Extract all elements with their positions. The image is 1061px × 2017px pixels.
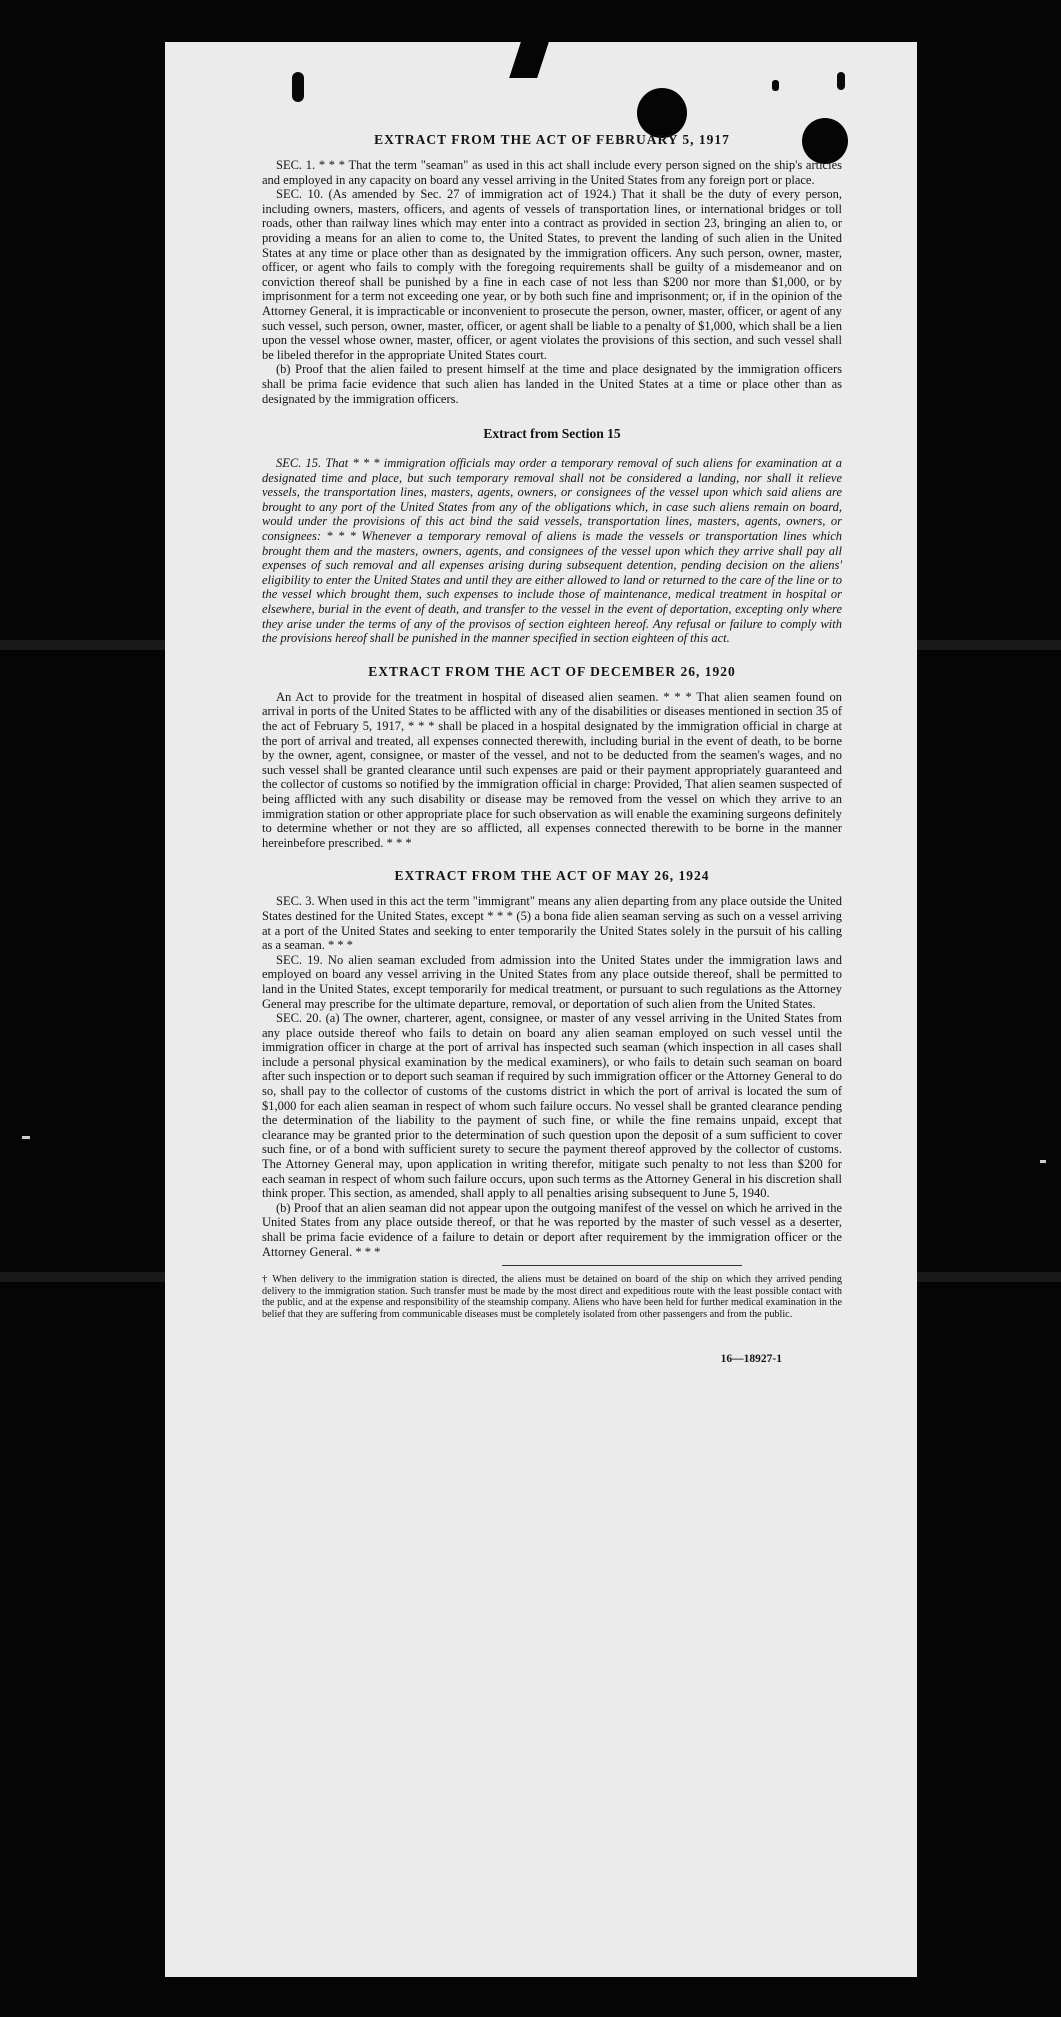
edge-mark-left (22, 1136, 30, 1139)
footnote-divider (502, 1265, 742, 1266)
act-1920-text: An Act to provide for the treatment in hospital of diseased alien seamen. * * * That alien seamen found on arrival in ports of the United States to be afflicted with any of the disabilities or diseases mentioned in section 35 of the act of February 5, 1917, * * * shall be placed in a hospital designated by the immigration official in charge at the port of arrival and treated, all expenses connected therewith, including burial in the event of death, to be borne by the owner, agent, consignee, or master of the vessel, and not to be deducted from the seamen's wages, and no such vessel shall be granted clearance until such expenses are paid or their payment appropriately guaranteed and the collector of customs so notified by the immigration official in charge: Provided, That alien seamen suspected of being afflicted with any such disability or disease may be removed from the vessel on which they arrive to an immigration station or other appropriate place for such observation as will enable the examining surgeons definitely to determine whether or not they are so afflicted, all expenses connected therewith to be borne in the manner hereinbefore prescribed. * * * (262, 689, 842, 850)
section-19: SEC. 19. No alien seaman excluded from admission into the United States under the immigration laws and employed on board any vessel arriving in the United States from any place outside thereof, shall be permitted to land in the United States, except temporarily for medical treatment, or pursuant to such regulations as the Attorney General may prescribe for the ultimate departure, removal, or deportation of such alien from the United States. (262, 952, 842, 1011)
section-1: SEC. 1. * * * That the term "seaman" as used in this act shall include every person signed on the ship's articles and employed in any capacity on board any vessel arriving in the United States from any foreign port or place. (262, 158, 842, 187)
section-20-b: (b) Proof that an alien seaman did not appear upon the outgoing manifest of the vessel on which he arrived in the United States from any place outside thereof, or that he was reported by the master of such vessel as a deserter, shall be prima facie evidence of a failure to detain or deport after requirement by the immigration officer or the Attorney General. * * * (262, 1200, 842, 1259)
section-15: SEC. 15. That * * * immigration officials may order a temporary removal of such aliens for examination at a designated time and place, but such temporary removal shall not be considered a landing, nor shall it relieve vessels, the transportation lines, masters, agents, owners, or consignees of the vessel upon which said aliens are brought to any port of the United States from any of the obligations which, in case such aliens remain on board, would under the provisions of this act bind the said vessels, transportation lines, masters, agents, owners, or consignees: * * * Whenever a temporary removal of aliens is made the vessels or transportation lines which brought them and the masters, owners, agents, and consignees of the vessel upon which they arrive shall pay all expenses of such removal and all expenses arising during subsequent detention, pending decision on the aliens' eligibility to enter the United States and until they are either allowed to land or returned to the care of the line or to the vessel which brought them, such expenses to include those of maintenance, medical treatment in hospital or elsewhere, burial in the event of death, and transfer to the vessel in the event of deportation, excepting only where they arise under the terms of any of the provisos of section eighteen hereof. Any refusal or failure to comply with the provisions hereof shall be punished in the manner specified in section eighteen of this act. (262, 456, 842, 646)
torn-edge (509, 42, 549, 78)
document-body (262, 132, 842, 1365)
footnote: † When delivery to the immigration station is directed, the aliens must be detained on board of the ship on which they arrived pending delivery to the immigration station. Such transfer must be made by the most direct and expeditious route with the least possible contact with the public, and at the expense and responsibility of the steamship company. Aliens who have been held for further medical examination in the belief that they are suffering from communicable diseases must be completely isolated from other passengers and from the public. (262, 1274, 842, 1320)
edge-mark-right (1040, 1160, 1046, 1163)
section-10: SEC. 10. (As amended by Sec. 27 of immigration act of 1924.) That it shall be the duty of every person, including owners, masters, officers, and agents of vessels of transportation lines, or international bridges or toll roads, other than railway lines which may enter into a contract as provided in section 23, bringing an alien to, or providing a means for an alien to come to, the United States, to prevent the landing of such alien in the United States at any time or place other than as designated by the immigration officers. Any such person, owner, master, officer, or agent who fails to comply with the foregoing requirements shall be guilty of a misdemeanor and on conviction thereof shall be punished by a fine in each case of not less than $200 nor more than $1,000, or by imprisonment for a term not exceeding one year, or by both such fine and imprisonment; or, if in the opinion of the Attorney General, it is impracticable or inconvenient to prosecute the person, owner, master, officer, or agent of any such vessel, such person, owner, master, officer, or agent shall be liable to a penalty of $1,000, which shall be a lien upon the vessel whose owner, master, officer, or agent violates the provisions of this section, and such vessel shall be libeled therefor in the appropriate United States court. (262, 187, 842, 362)
section-20-a: SEC. 20. (a) The owner, charterer, agent, consignee, or master of any vessel arriving in the United States from any place outside thereof who fails to detain on board any alien seaman employed on such vessel until the immigration officer in charge at the port of arrival has inspected such seaman (which inspection in all cases shall include a personal physical examination by the medical examiners), or who fails to detain such seaman on board after such inspection or to deport such seaman if required by such immigration officer or the Attorney General to do so, shall pay to the collector of customs of the customs district in which the port of arrival is located the sum of $1,000 for each alien seaman in respect of whom such failure occurs. No vessel shall be granted clearance pending the determination of the liability to the payment of such fine, or while the fine remains unpaid, except that clearance may be granted prior to the determination of such question upon the deposit of a sum sufficient to cover such fine, or of a bond with sufficient surety to secure the payment thereof approved by the collector of customs. The Attorney General may, upon application in writing therefor, mitigate such penalty to not less than $200 for each seaman in respect of whom such failure occurs, upon such terms as the Attorney General in his discretion shall think proper. This section, as amended, shall apply to all penalties arising subsequent to June 5, 1940. (262, 1011, 842, 1201)
section-10-b: (b) Proof that the alien failed to present himself at the time and place designated by the immigration officers shall be prima facie evidence that such alien has landed in the United States at a time or place other than as designated by the immigration officers. (262, 362, 842, 406)
heading-act-1920: EXTRACT FROM THE ACT OF DECEMBER 26, 1920 (368, 663, 736, 679)
section-3: SEC. 3. When used in this act the term "immigrant" means any alien departing from any place outside the United States destined for the United States, except * * * (5) a bona fide alien seaman serving as such on a vessel arriving at a port of the United States and seeking to enter temporarily the United States solely in the pursuit of his calling as a seaman. * * * (262, 894, 842, 953)
document-number: 16—18927-1 (720, 1352, 782, 1365)
heading-act-1917: EXTRACT FROM THE ACT OF FEBRUARY 5, 1917 (374, 132, 730, 147)
heading-act-1924: EXTRACT FROM THE ACT OF MAY 26, 1924 (394, 868, 710, 884)
ink-blot-mark (772, 80, 779, 91)
document-page (165, 42, 917, 1977)
ink-blot-left (292, 72, 304, 102)
punch-hole-center (637, 88, 687, 138)
ink-blot-right (837, 72, 845, 90)
heading-section-15: Extract from Section 15 (483, 426, 621, 442)
